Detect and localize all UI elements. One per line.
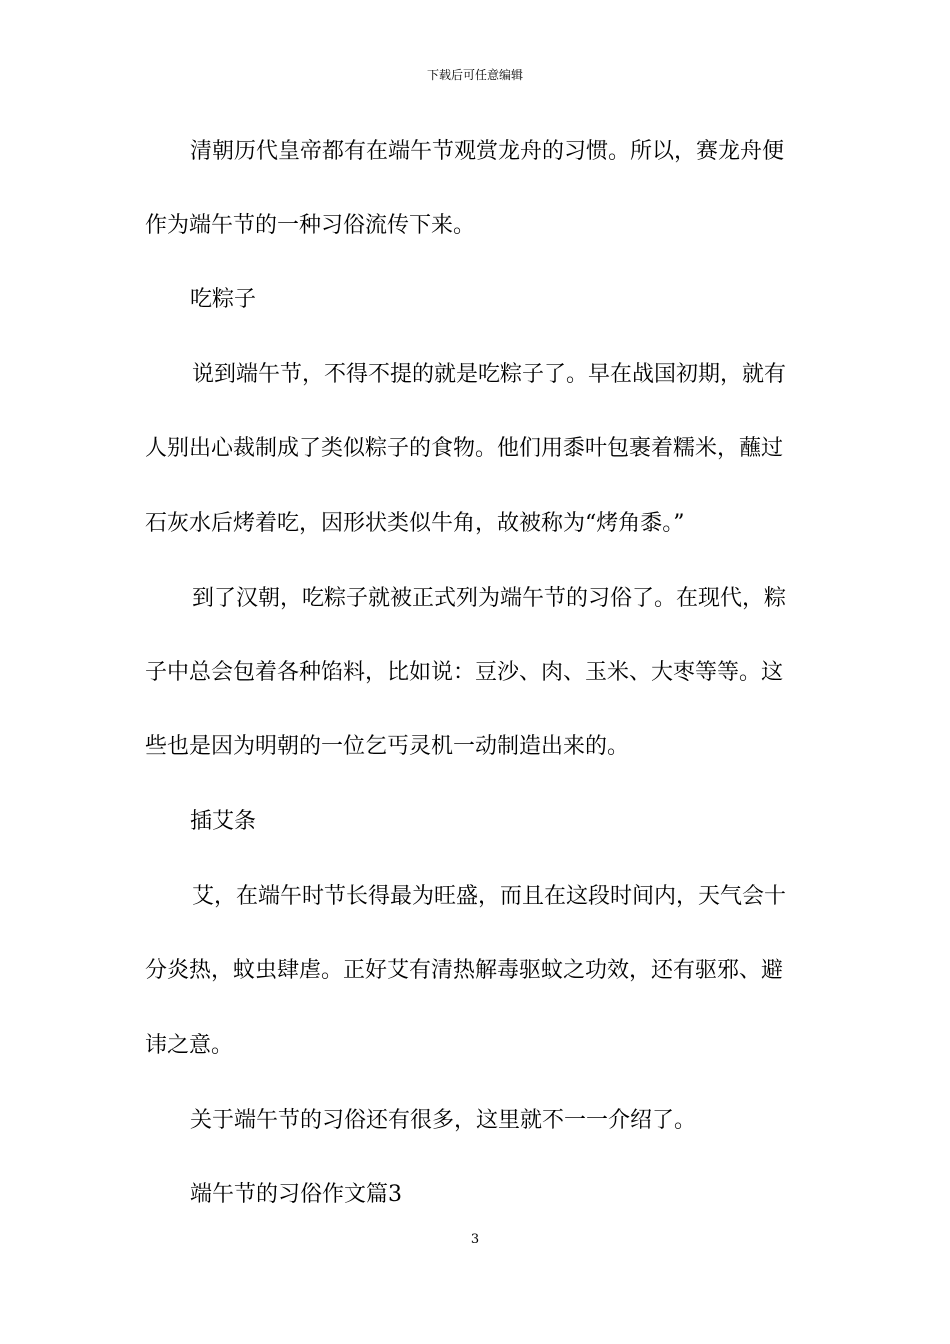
text-line: 说到端午节，不得不提的就是吃粽子了。早在战国初期，就有 (192, 362, 787, 387)
section-heading: 插艾条 (190, 809, 257, 834)
text-line: 人别出心裁制成了类似粽子的食物。他们用黍叶包裹着糯米，蘸过 (145, 436, 784, 461)
text-line: 清朝历代皇帝都有在端午节观赏龙舟的习惯。所以，赛龙舟便 (190, 139, 785, 164)
text-line: 些也是因为明朝的一位乞丐灵机一动制造出来的。 (145, 734, 630, 759)
text-line: 分炎热，蚊虫肆虐。正好艾有清热解毒驱蚊之功效，还有驱邪、避 (145, 958, 784, 983)
page-header: 下载后可任意编辑 (426, 68, 523, 82)
text-line: 作为端午节的一种习俗流传下来。 (145, 213, 476, 238)
text-line: 子中总会包着各种馅料，比如说：豆沙、肉、玉米、大枣等等。这 (145, 660, 784, 685)
text-line: 到了汉朝，吃粽子就被正式列为端午节的习俗了。在现代，粽 (192, 586, 787, 611)
text-line: 石灰水后烤着吃，因形状类似牛角，故被称为“烤角黍。” (145, 511, 685, 536)
text-line: 讳之意。 (145, 1033, 234, 1058)
section-heading: 端午节的习俗作文篇3 (190, 1182, 402, 1207)
text-line: 艾，在端午时节长得最为旺盛，而且在这段时间内，天气会十 (192, 884, 787, 909)
section-heading: 吃粽子 (190, 287, 257, 312)
page-number: 3 (470, 1232, 480, 1247)
text-line: 关于端午节的习俗还有很多，这里就不一一介绍了。 (190, 1108, 697, 1133)
